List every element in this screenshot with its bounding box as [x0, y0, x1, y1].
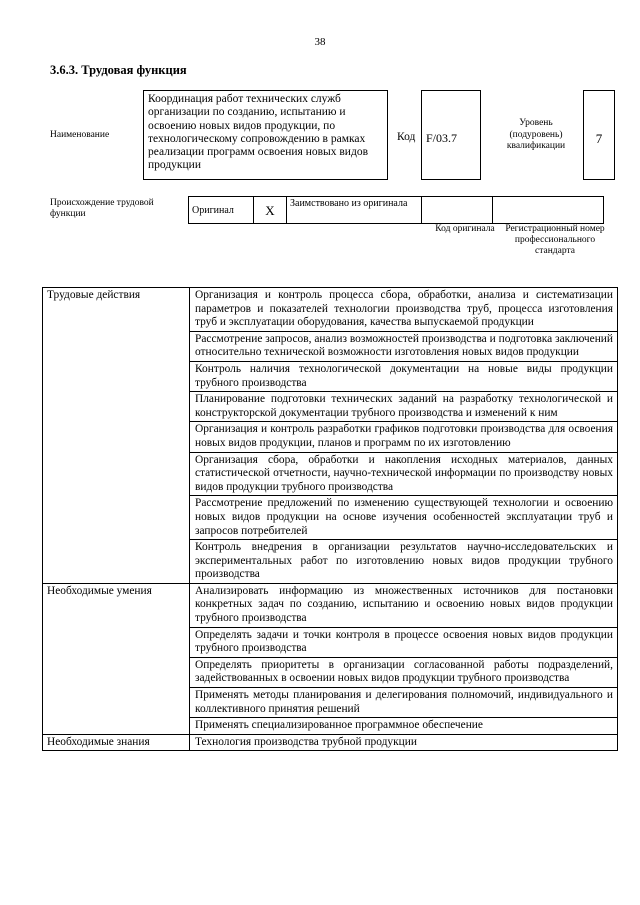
section-title: 3.6.3. Трудовая функция	[50, 63, 187, 77]
labor-actions-item: Организация и контроль процесса сбора, обработки, анализа и систематизации параметров и показателей технологии производства труб, процесса изготовления труб и эксплуатации оборудования, качества выпускаемой продукции	[190, 288, 618, 332]
labor-actions-item: Планирование подготовки технических заданий на разработку технологической и конструкторской документации трубного производства и изменений к ним	[190, 392, 618, 422]
qualification-level-label: Уровень (подуровень) квалификации	[506, 118, 566, 151]
required-skills-item: Анализировать информацию из множественных источников для постановки конкретных задач по созданию, испытанию и освоению новых видов продукции трубного производства	[190, 583, 618, 627]
required-skills-label: Необходимые умения	[43, 583, 190, 734]
original-label: Оригинал	[189, 197, 254, 224]
page-number: 38	[314, 36, 326, 48]
original-code-label: Код оригинала	[435, 224, 495, 234]
origin-table	[188, 196, 604, 224]
borrowed-label: Заимствовано из оригинала	[287, 197, 422, 224]
qualification-level-value: 7	[583, 90, 615, 180]
reg-number-cell	[493, 197, 604, 224]
labor-actions-item: Контроль наличия технологической документации на новые виды продукции трубного производства	[190, 361, 618, 391]
labor-actions-item: Контроль внедрения в организации результатов научно-исследовательских и экспериментальных работ по изготовлению новых видов продукции трубного производства	[190, 540, 618, 584]
required-skills-item: Применять методы планирования и делегирования полномочий, индивидуального и коллективного принятия решений	[190, 688, 618, 718]
original-mark: X	[254, 197, 287, 224]
required-skills-item: Определять приоритеты в организации согласованной работы подразделений, задействованных в освоении новых видов продукции трубного производства	[190, 657, 618, 687]
labor-actions-item: Организация и контроль разработки графиков подготовки производства для освоения новых видов продукции, планов и программ по их изготовлению	[190, 422, 618, 452]
origin-label: Происхождение трудовой функции	[50, 198, 154, 219]
code-value: F/03.7	[421, 90, 481, 180]
required-skills-row	[43, 583, 618, 627]
required-knowledge-item: Технология производства трубной продукции	[190, 734, 618, 751]
function-name-value: Координация работ технических служб организации по созданию, испытанию и освоению новых видов продукции, по технологическому сопровождению в рамках реализации программ освоения новых видов продукции	[143, 90, 388, 180]
original-code-cell	[422, 197, 493, 224]
labor-actions-item: Рассмотрение предложений по изменению существующей технологии и освоению новых видов продукции на основе изучения особенностей эксплуатации труб и запросов потребителей	[190, 496, 618, 540]
labor-actions-item: Рассмотрение запросов, анализ возможностей производства и подготовка заключений относительно технической возможности изготовления новых видов продукции	[190, 331, 618, 361]
required-skills-item: Применять специализированное программное обеспечение	[190, 718, 618, 735]
required-knowledge-label: Необходимые знания	[43, 734, 190, 751]
labor-actions-row	[43, 288, 618, 332]
reg-number-label: Регистрационный номер профессионального стандарта	[505, 224, 605, 256]
labor-actions-item: Организация сбора, обработки и накопления исходных материалов, данных статистической отчетности, научно-технической информации по производству новых видов продукции трубного производства	[190, 452, 618, 496]
required-skills-item: Определять задачи и точки контроля в процессе освоения новых видов продукции трубного производства	[190, 627, 618, 657]
naming-label: Наименование	[50, 130, 110, 140]
labor-actions-label: Трудовые действия	[43, 288, 190, 584]
labor-function-table	[42, 287, 618, 751]
code-label: Код	[397, 131, 416, 143]
required-knowledge-row	[43, 734, 618, 751]
